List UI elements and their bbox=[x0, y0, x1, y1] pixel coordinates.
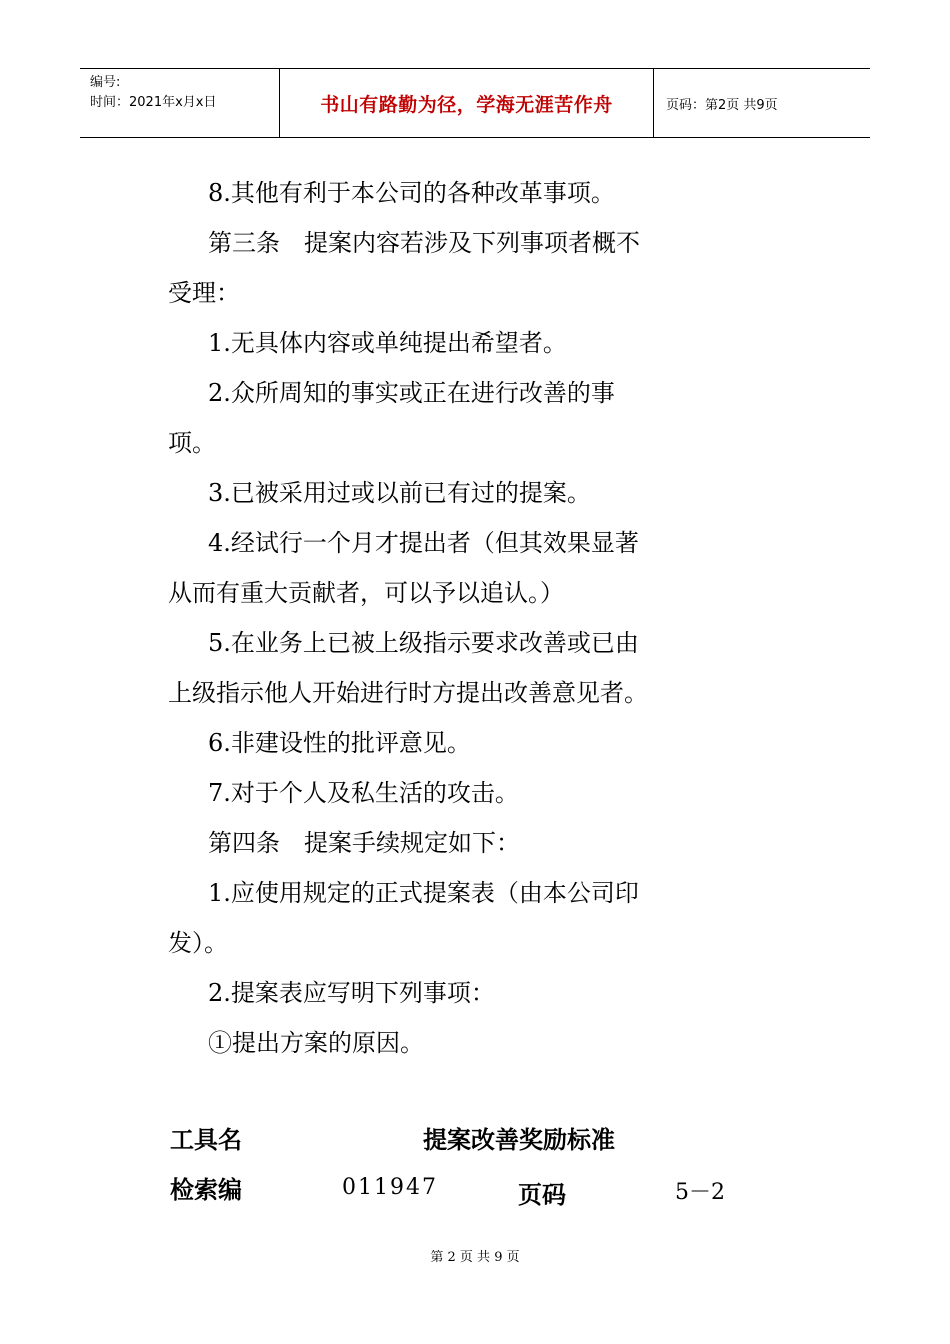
tool-name-value: 提案改善奖励标准 bbox=[423, 1126, 615, 1154]
body-paragraph bbox=[168, 718, 784, 768]
body-paragraph bbox=[168, 168, 784, 218]
document-header bbox=[80, 68, 870, 138]
page-value: 5－2 bbox=[675, 1180, 725, 1205]
body-paragraph bbox=[168, 968, 784, 1018]
document-body bbox=[168, 168, 784, 1068]
body-line: 2.提案表应写明下列事项： bbox=[208, 979, 495, 1007]
body-line: 6.非建设性的批评意见。 bbox=[208, 729, 471, 757]
body-line: 第三条 提案内容若涉及下列事项者概不 bbox=[208, 229, 640, 257]
search-no-label: 检索编 bbox=[170, 1176, 242, 1204]
body-line: 2.众所周知的事实或正在进行改善的事 bbox=[208, 379, 615, 407]
body-line: 3.已被采用过或以前已有过的提案。 bbox=[208, 479, 591, 507]
body-line: ①提出方案的原因。 bbox=[208, 1029, 424, 1057]
body-line: 发）。 bbox=[168, 929, 228, 957]
body-line: 从而有重大贡献者，可以予以追认。） bbox=[168, 579, 564, 607]
body-paragraph bbox=[168, 818, 784, 868]
search-no-value: 011947 bbox=[342, 1175, 438, 1200]
body-line: 4.经试行一个月才提出者（但其效果显著 bbox=[208, 529, 639, 557]
body-line: 7.对于个人及私生活的攻击。 bbox=[208, 779, 519, 807]
header-page-info: 页码：第2页 共9页 bbox=[666, 97, 778, 113]
info-row-tool-name bbox=[170, 1120, 770, 1170]
time-label: 时间：2021年x月x日 bbox=[90, 95, 217, 110]
body-paragraph bbox=[168, 318, 784, 368]
number-label: 编号: bbox=[90, 75, 121, 90]
body-line: 8.其他有利于本公司的各种改革事项。 bbox=[208, 179, 615, 207]
body-line: 项。 bbox=[168, 429, 216, 457]
body-line: 第四条 提案手续规定如下： bbox=[208, 829, 520, 857]
body-paragraph bbox=[168, 868, 784, 968]
body-paragraph bbox=[168, 518, 784, 618]
tool-name-label: 工具名 bbox=[170, 1126, 242, 1154]
header-meta bbox=[80, 69, 280, 137]
info-block bbox=[170, 1120, 770, 1220]
body-line: 受理： bbox=[168, 279, 240, 307]
body-paragraph bbox=[168, 1018, 784, 1068]
body-paragraph bbox=[168, 368, 784, 468]
body-paragraph bbox=[168, 768, 784, 818]
info-row-search-no bbox=[170, 1170, 770, 1220]
body-line: 1.无具体内容或单纯提出希望者。 bbox=[208, 329, 567, 357]
body-paragraph bbox=[168, 618, 784, 718]
body-line: 上级指示他人开始进行时方提出改善意见者。 bbox=[168, 679, 648, 707]
body-paragraph bbox=[168, 218, 784, 318]
body-paragraph bbox=[168, 468, 784, 518]
body-line: 1.应使用规定的正式提案表（由本公司印 bbox=[208, 879, 639, 907]
header-motto: 书山有路勤为径，学海无涯苦作舟 bbox=[280, 69, 654, 137]
page-label: 页码 bbox=[518, 1181, 566, 1209]
body-line: 5.在业务上已被上级指示要求改善或已由 bbox=[208, 629, 639, 657]
page-footer: 第 2 页 共 9 页 bbox=[430, 1250, 520, 1265]
